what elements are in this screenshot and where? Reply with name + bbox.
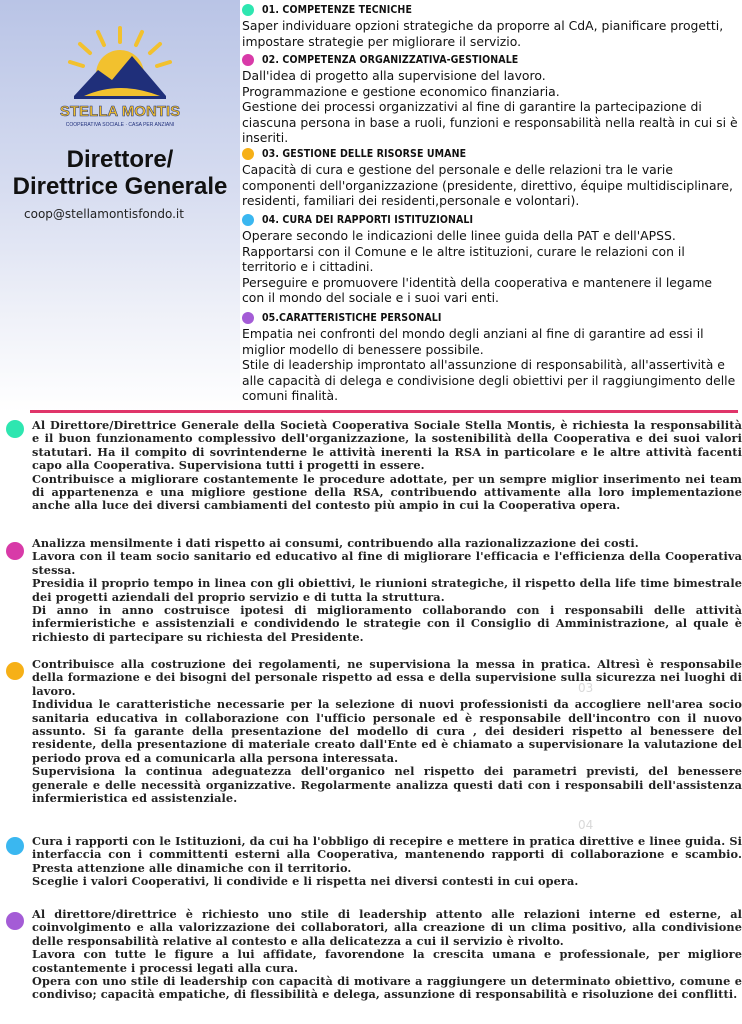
bullet-dot-icon <box>242 54 254 66</box>
logo-name: STELLA MONTIS <box>59 103 181 120</box>
ghost-number-04: 04 <box>578 818 594 832</box>
paragraph-text: Analizza mensilmente i dati rispetto ai consumi, contribuendo alla razionalizzazione dei costi. Lavora con il team socio sanitario ed educativo al fine di migliorare l'efficacia e l'efficienza della Cooperativa stessa. Presidia il proprio tempo in linea con gli obiettivi, le riunioni strategiche, il rispetto della life time bimestrale dei progetti aziendali del proprio servizio e di tutta la struttura. Di anno in anno costruisce ipotesi di miglioramento collaborando con i responsabili delle attività infermieristiche e assistenziali e condividendo le strategie con il Consiglio di Amministrazione, al quale è richiesto di partecipare su richiesta del Presidente. <box>32 536 742 644</box>
paragraph-text: Contribuisce alla costruzione dei regolamenti, ne supervisiona la messa in pratica. Altresì è responsabile della formazione e dei bisogni del personale rispetto ad essa e della supervisione sulla sicurezza nei luoghi di lavoro. Individua le caratteristiche necessarie per la selezione di nuovi professionisti da accogliere nell'area socio sanitaria educativa in collaborazione con l'ufficio personale ed è responsabile dell'incontro con il nuovo assunto. Si fa garante della presentazione del modello di cura , dei desideri rispetto al benessere del residente, della presentazione di materiale creato dall'Ente ed è chiamato a supervisionare la valutazione del periodo prova ed a comunicarla alla persona interessata. Supervisiona la continua adeguatezza dell'organico nel rispetto dei parametri previsti, del benessere generale e delle necessità organizzative. Regolarmente analizza questi dati con i responsabili dell'assistenza infermieristica ed assistenziale. <box>32 657 742 806</box>
competence-text: Dall'idea di progetto alla supervisione del lavoro. Programmazione e gestione economico finanziaria. Gestione dei processi organizzativi al fine di garantire la partecipazione di ciascuna persona in base a ruoli, funzioni e responsabilità nella realtà in cui si è inseriti. <box>242 68 738 146</box>
competence-text: Empatia nei confronti del mondo degli anziani al fine di garantire ad essi il miglior modello di benessere possibile. Stile di leadership improntato all'assunzione di responsabilità, all'assertività e alle capacità di delega e condivisione degli obiettivi per il raggiungimento delle comuni finalità. <box>242 326 736 404</box>
competence-text: Capacità di cura e gestione del personale e delle relazioni tra le varie componenti dell'organizzazione (presidente, direttivo, équipe multidisciplinare, residenti, familiari dei residenti,personale e volontari). <box>242 162 733 209</box>
bullet-dot-icon <box>6 542 24 560</box>
page-title <box>0 146 240 200</box>
contact-email[interactable]: coop@stellamontisfondo.it <box>24 207 184 221</box>
stella-montis-logo <box>40 22 200 132</box>
header-panel <box>0 0 240 412</box>
paragraph-text: Al Direttore/Direttrice Generale della Società Cooperativa Sociale Stella Montis, è richiesta la responsabilità e il buon funzionamento complessivo dell'organizzazione, la sostenibilità della Cooperativa e dei suoi valori statutari. Ha il compito di sovrintenderne le attività inerenti la RSA in particolare e le altre attività facenti capo alla Cooperativa. Supervisiona tutti i progetti in essere. Contribuisce a migliorare costantemente le procedure adottate, per un sempre miglior inserimento nei team di appartenenza e una migliore gestione della RSA, contribuendo attivamente alla loro implementazione anche alla luce dei diversi cambiamenti del contesto più ampio in cui la Cooperativa opera. <box>32 418 742 513</box>
competence-1 <box>242 2 738 49</box>
logo-icon <box>40 22 200 132</box>
competence-4 <box>242 212 738 306</box>
ghost-number-03: 03 <box>578 681 594 695</box>
paragraph-text: Al direttore/direttrice è richiesto uno stile di leadership attento alle relazioni interne ed esterne, al coinvolgimento e alla valorizzazione dei collaboratori, alla creazione di un clima positivo, alla condivisione delle responsabilità relative al contesto e alla delicatezza a cui il servizio è rivolto. Lavora con tutte le figure a lui affidate, favorendone la crescita umana e professionale, per migliore costantemente i processi legati alla cura. Opera con uno stile di leadership con capacità di motivare a raggiungere un determinato obiettivo, comune e condiviso; capacità empatiche, di flessibilità e delega, assunzione di responsabilità e risoluzione dei conflitti. <box>32 907 742 1002</box>
logo-tagline: COOPERATIVA SOCIALE · CASA PER ANZIANI <box>65 122 175 128</box>
competence-5 <box>242 310 738 404</box>
title-line-1: Direttore/ <box>66 146 174 173</box>
competence-title: 03. GESTIONE DELLE RISORSE UMANE <box>262 148 467 160</box>
bullet-dot-icon <box>6 912 24 930</box>
section-divider <box>30 410 738 413</box>
competence-text: Saper individuare opzioni strategiche da proporre al CdA, pianificare progetti, impostare strategie per migliorare il servizio. <box>242 18 724 49</box>
bullet-dot-icon <box>6 662 24 680</box>
competence-2 <box>242 52 738 146</box>
competence-title: 04. CURA DEI RAPPORTI ISTITUZIONALI <box>262 214 474 226</box>
paragraph-text: Cura i rapporti con le Istituzioni, da cui ha l'obbligo di recepire e mettere in pratica direttive e linee guida. Si interfaccia con i committenti esterni alla Cooperativa, mantenendo rapporti di collaborazione e scambio. Presta attenzione alle dinamiche con il territorio. Sceglie i valori Cooperativi, li condivide e li rispetta nei diversi contesti in cui opera. <box>32 834 742 889</box>
competence-3 <box>242 146 738 209</box>
competence-title: 02. COMPETENZA ORGANIZZATIVA-GESTIONALE <box>262 54 519 66</box>
competence-text: Operare secondo le indicazioni delle linee guida della PAT e dell'APSS. Rapportarsi con il Comune e le altre istituzioni, curare le relazioni con il territorio e i cittadini. Perseguire e promuovere l'identità della cooperativa e mantenere il legame con il mondo del sociale e i suoi vari enti. <box>242 228 713 306</box>
bullet-dot-icon <box>242 312 254 324</box>
bullet-dot-icon <box>6 837 24 855</box>
title-line-2: Direttrice Generale <box>12 173 228 200</box>
bullet-dot-icon <box>242 214 254 226</box>
competence-title: 01. COMPETENZE TECNICHE <box>262 4 412 16</box>
competence-title: 05.CARATTERISTICHE PERSONALI <box>262 312 442 324</box>
bullet-dot-icon <box>242 4 254 16</box>
bullet-dot-icon <box>6 420 24 438</box>
bullet-dot-icon <box>242 148 254 160</box>
